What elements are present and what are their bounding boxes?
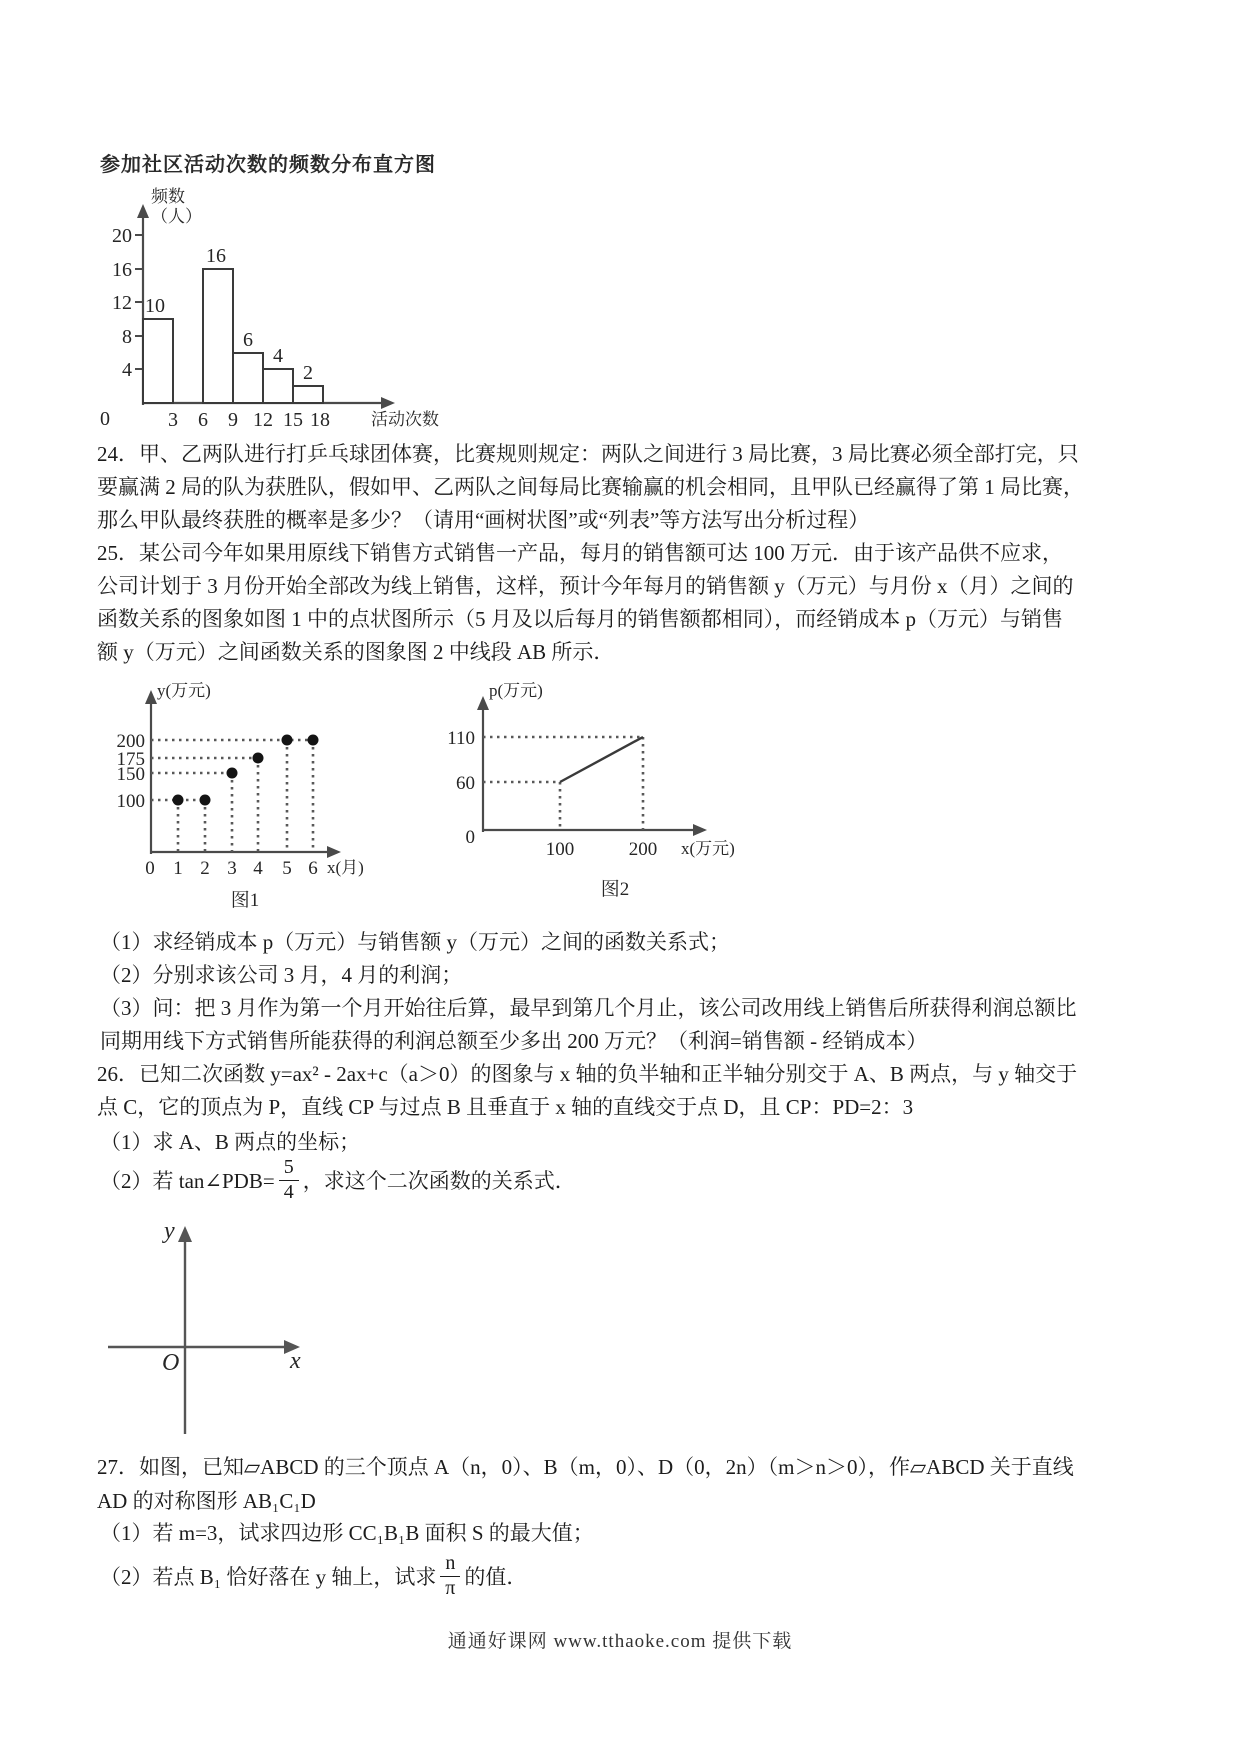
axes-x-label: x (290, 1348, 301, 1374)
q25-sub-line: 同期用线下方式销售所能获得的利润总额至少多出 200 万元？（利润=销售额 - 经销成本） (100, 1029, 928, 1053)
q26-sub2-prefix: （2）若 tan∠PDB= (100, 1169, 275, 1193)
bar-0-3 (143, 319, 173, 403)
question-25-line: 额 y（万元）之间函数关系的图象图 2 中线段 AB 所示． (97, 640, 615, 664)
x-tick-label: 3 (168, 409, 178, 431)
data-point (173, 795, 184, 806)
question-27-line: AD 的对称图形 AB₁C₁D (97, 1489, 316, 1513)
axes-y-arrow-icon (178, 1226, 192, 1242)
fig1-y-arrow-icon (145, 690, 157, 704)
y-tick-label: 12 (112, 292, 132, 314)
y-tick-label: 110 (447, 728, 475, 749)
y-tick-label: 16 (112, 259, 132, 281)
y-tick-label: 4 (122, 359, 132, 381)
q25-sub-line: （1）求经销成本 p（万元）与销售额 y（万元）之间的函数关系式； (100, 930, 730, 954)
x-tick-label: 15 (283, 409, 303, 431)
question-26-sub2 (100, 1154, 576, 1206)
histogram-y-arrow-icon (137, 204, 149, 218)
fraction-denominator: π (445, 1576, 456, 1599)
data-point (282, 735, 293, 746)
data-point (308, 735, 319, 746)
x-tick-label: 6 (308, 858, 318, 879)
q25-sub-line: （2）分别求该公司 3 月，4 月的利润； (100, 963, 463, 987)
x-tick-label: 3 (227, 858, 237, 879)
bar-value-label: 10 (145, 295, 165, 317)
q26-sub2-suffix: ，求这个二次函数的关系式． (302, 1169, 576, 1193)
axes-origin-label: O (162, 1350, 180, 1376)
q27-sub2-suffix: 的值． (464, 1565, 528, 1589)
y-tick-label: 8 (122, 326, 132, 348)
bar-value-label: 6 (243, 329, 253, 351)
figure-2-caption: 图2 (600, 879, 630, 900)
x-tick-label: 100 (545, 839, 575, 860)
bar-value-label: 4 (273, 345, 283, 367)
question-24-line: 那么甲队最终获胜的概率是多少？（请用“画树状图”或“列表”等方法写出分析过程） (97, 508, 870, 532)
data-point (227, 768, 238, 779)
x-tick-label: 6 (198, 409, 208, 431)
figure-1-caption: 图1 (230, 890, 260, 911)
bar-6-9 (203, 269, 233, 403)
fraction-n-m (440, 1553, 460, 1599)
question-24-25-block (97, 438, 1159, 669)
bar-15-18 (293, 386, 323, 403)
fraction-5-4 (279, 1157, 299, 1203)
segment-ab (560, 737, 643, 782)
y-tick-label: 60 (456, 773, 475, 794)
data-point (200, 795, 211, 806)
question-25-subquestions (100, 926, 1162, 1058)
q27-sub-line: （1）若 m=3，试求四边形 CC₁B₁B 面积 S 的最大值； (100, 1521, 594, 1545)
x-tick-label: 1 (173, 858, 183, 879)
histogram-y-label-2: （人） (151, 207, 202, 226)
x-tick-label: 12 (253, 409, 273, 431)
question-25-line: 公司计划于 3 月份开始全部改为线上销售，这样，预计今年每月的销售额 y（万元）与月份 x（月）之间的 (97, 574, 1074, 598)
axes-y-label: y (164, 1218, 175, 1244)
fig1-x-label: x(月) (327, 858, 364, 877)
fig2-x-label: x(万元) (681, 839, 735, 858)
question-25-line: 函数关系的图象如图 1 中的点状图所示（5 月及以后每月的销售额都相同），而经销成本 p（万元）与销售 (97, 607, 1063, 631)
x-tick-label: 200 (628, 839, 658, 860)
x-tick-label: 4 (253, 858, 263, 879)
histogram-x-arrow-icon (381, 397, 395, 409)
bar-9-12 (233, 353, 263, 403)
x-tick-label: 18 (310, 409, 330, 431)
footer-watermark: 通通好课网 www.tthaoke.com 提供下载 (447, 1631, 793, 1652)
x-tick-label: 0 (145, 858, 155, 879)
fig2-y-arrow-icon (477, 696, 489, 710)
fraction-numerator: n (440, 1553, 460, 1577)
question-26-line: 26．已知二次函数 y=ax² - 2ax+c（a＞0）的图象与 x 轴的负半轴和正半轴分别交于 A、B 两点，与 y 轴交于 (97, 1062, 1078, 1086)
fig1-x-arrow-icon (327, 846, 341, 858)
fraction-numerator: 5 (279, 1157, 299, 1181)
y-tick-label: 20 (112, 225, 132, 247)
figure-1-chart (95, 678, 405, 918)
histogram-chart (85, 178, 465, 438)
question-27-block (97, 1450, 1159, 1518)
question-24-line: 要赢满 2 局的队为获胜队，假如甲、乙两队之间每局比赛输赢的机会相同，且甲队已经赢得了第 1 局比赛， (97, 475, 1084, 499)
question-27-sub1 (100, 1517, 1162, 1550)
question-26-block (97, 1058, 1159, 1124)
question-24-line: 24．甲、乙两队进行打乒乓球团体赛，比赛规则规定：两队之间进行 3 局比赛，3 局比赛必须全部打完，只 (97, 442, 1079, 466)
histogram-heading: 参加社区活动次数的频数分布直方图 (100, 154, 436, 176)
y-tick-label: 150 (116, 764, 145, 785)
x-tick-label: 2 (200, 858, 210, 879)
question-27-sub2 (100, 1550, 527, 1602)
question-26-line: 点 C，它的顶点为 P，直线 CP 与过点 B 且垂直于 x 轴的直线交于点 D，且 CP：PD=2：3 (97, 1095, 914, 1119)
fig2-x-arrow-icon (693, 824, 707, 836)
q25-sub-line: （3）问：把 3 月作为第一个月开始往后算，最早到第几个月止，该公司改用线上销售后所获得利润总额比 (100, 996, 1077, 1020)
figure-2-chart (425, 680, 785, 915)
origin-label: 0 (465, 827, 475, 848)
origin-label: 0 (100, 408, 110, 430)
question-27-line: 27．如图，已知▱ABCD 的三个顶点 A（n，0）、B（m，0）、D（0，2n）（m＞n＞0），作▱ABCD 关于直线 (97, 1455, 1074, 1479)
y-tick-label: 175 (116, 749, 145, 770)
x-tick-label: 5 (282, 858, 292, 879)
bar-value-label: 2 (303, 362, 313, 384)
data-point (253, 753, 264, 764)
q26-sub-line: （1）求 A、B 两点的坐标； (100, 1130, 361, 1154)
bar-value-label: 16 (206, 245, 226, 267)
question-25-line: 25．某公司今年如果用原线下销售方式销售一产品，每月的销售额可达 100 万元．由于该产品供不应求， (97, 541, 1063, 565)
x-tick-label: 9 (228, 409, 238, 431)
histogram-y-label: 频数 (151, 187, 185, 206)
fig2-y-label: p(万元) (489, 681, 543, 700)
histogram-x-label: 活动次数 (371, 410, 439, 429)
y-tick-label: 100 (116, 791, 145, 812)
coordinate-axes-figure (100, 1212, 315, 1437)
y-tick-label: 200 (116, 731, 145, 752)
bar-12-15 (263, 369, 293, 403)
fraction-denominator: 4 (283, 1180, 294, 1203)
fig1-y-label: y(万元) (157, 681, 211, 700)
q27-sub2-prefix: （2）若点 B₁ 恰好落在 y 轴上，试求 (100, 1565, 437, 1589)
